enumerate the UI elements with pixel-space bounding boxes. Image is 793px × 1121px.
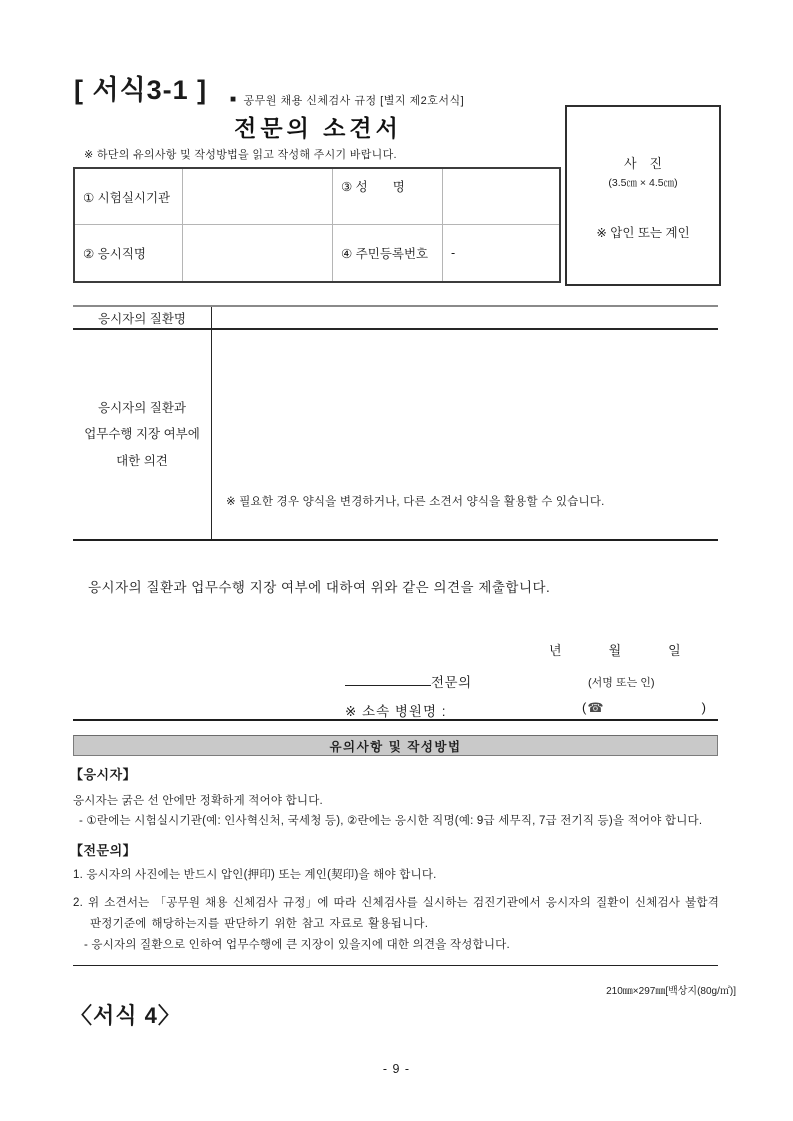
footer-divider	[73, 965, 718, 966]
doctor-section-title: 【전문의】	[70, 843, 137, 858]
day-label: 일	[668, 643, 681, 658]
photo-box	[565, 105, 721, 286]
sign-or-seal-note: (서명 또는 인)	[588, 677, 655, 689]
regulation-text: 공무원 채용 신체검사 규정 [별지 제2호서식]	[243, 95, 465, 107]
opinion-label-line1: 응시자의 질환과	[98, 401, 186, 416]
name-field[interactable]	[443, 169, 559, 225]
opinion-label	[73, 330, 212, 539]
disease-name-field[interactable]	[212, 307, 718, 328]
submission-statement: 응시자의 질환과 업무수행 지장 여부에 대하여 위와 같은 의견을 제출합니다.	[88, 580, 551, 595]
exam-agency-field[interactable]	[183, 169, 333, 225]
disease-name-row	[73, 305, 718, 330]
opinion-label-line3: 대한 의견	[116, 453, 168, 468]
square-bullet-icon: ■	[230, 94, 237, 105]
doctor-note-2: 2. 위 소견서는 「공무원 채용 신체검사 규정」에 따라 신체검사를 실시하는 검진기관에서 응시자의 질환이 신체검사 불합격 판정기준에 해당하는지를 판단하기 위한 참고 자료로 활용됩니다.	[73, 897, 719, 930]
phone-open-paren: (	[582, 700, 587, 715]
doctor-name-field[interactable]	[345, 668, 431, 686]
stamp-note: ※ 압인 또는 계인	[596, 226, 690, 240]
doctor-suffix-label: 전문의	[431, 675, 472, 690]
top-notice: ※ 하단의 유의사항 및 작성방법을 읽고 작성해 주시기 바랍니다.	[84, 149, 397, 161]
resident-id-field[interactable]: -	[451, 246, 456, 260]
opinion-label-line2: 업무수행 지장 여부에	[84, 427, 200, 442]
exam-agency-label: ① 시험실시기관	[75, 169, 183, 225]
phone-field[interactable]	[582, 700, 706, 716]
disease-name-label: 응시자의 질환명	[73, 307, 212, 328]
section-divider-thick	[73, 719, 718, 721]
regulation-line	[230, 92, 464, 108]
opinion-row	[73, 330, 718, 541]
doctor-note-3: - 응시자의 질환으로 인하여 업무수행에 큰 지장이 있을지에 대한 의견을 작성합니다.	[84, 939, 510, 951]
resident-id-label: ④ 주민등록번호	[333, 225, 443, 281]
month-label: 월	[608, 643, 622, 658]
photo-label: 사 진	[623, 156, 663, 171]
doctor-note-1: 1. 응시자의 사진에는 반드시 압인(押印) 또는 계인(契印)을 해야 합니다.	[73, 869, 437, 881]
applicant-note-2: - ①란에는 시험실시기관(예: 인사혁신처, 국세청 등), ②란에는 응시한 직명(예: 9급 세무직, 7급 전기직 등)을 적어야 합니다.	[79, 815, 703, 827]
date-line	[549, 640, 681, 659]
hospital-name-label: ※ 소속 병원명 :	[345, 704, 447, 719]
opinion-table	[73, 305, 718, 541]
page-title: 전문의 소견서	[234, 115, 402, 141]
page-number: - 9 -	[382, 1062, 411, 1076]
position-field[interactable]	[183, 225, 333, 281]
instructions-header-bar: 유의사항 및 작성방법	[73, 735, 718, 756]
name-label: ③ 성 명	[333, 169, 443, 225]
paper-size-note: 210㎜×297㎜[백상지(80g/㎡)]	[606, 986, 736, 997]
position-label: ② 응시직명	[75, 225, 183, 281]
phone-blank[interactable]	[604, 700, 702, 716]
form-number: [ 서식3-1 ]	[74, 75, 208, 105]
telephone-icon: ☎	[587, 700, 604, 715]
photo-size-label: (3.5㎝ × 4.5㎝)	[608, 177, 678, 189]
applicant-note-1: 응시자는 굵은 선 안에만 정확하게 적어야 합니다.	[73, 795, 323, 807]
next-form-title: 〈서식 4〉	[70, 1003, 181, 1028]
form-change-note: ※ 필요한 경우 양식을 변경하거나, 다른 소견서 양식을 활용할 수 있습니다.	[226, 496, 605, 508]
phone-close-paren: )	[701, 700, 706, 715]
applicant-info-table	[73, 167, 561, 283]
year-label: 년	[549, 643, 562, 658]
opinion-field[interactable]	[212, 330, 718, 539]
applicant-section-title: 【응시자】	[70, 767, 137, 782]
